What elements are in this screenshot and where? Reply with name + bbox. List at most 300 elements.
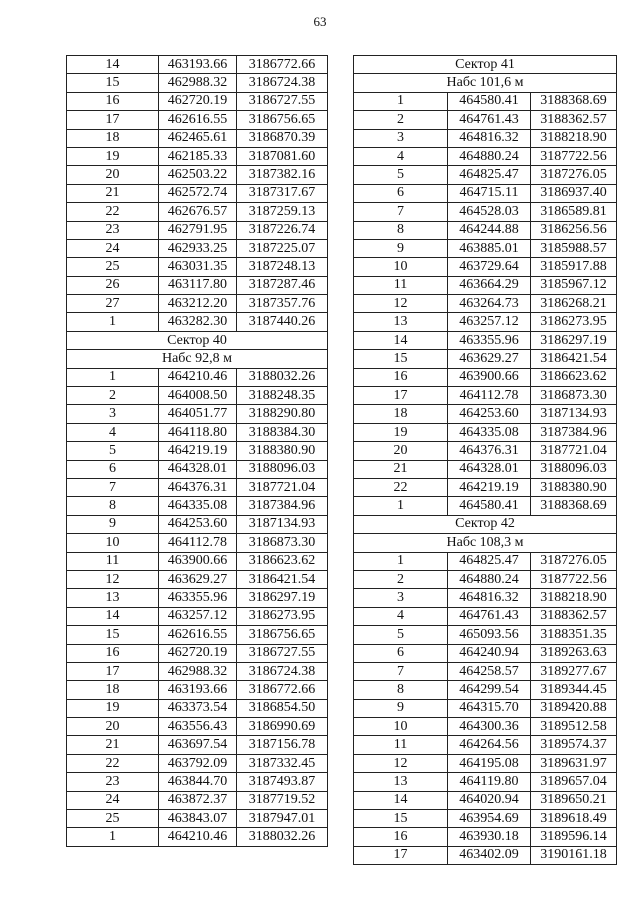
table-row	[354, 331, 617, 349]
table-row	[354, 92, 617, 110]
y-coordinate-cell: 3188290.80	[237, 405, 328, 423]
table-row	[67, 203, 328, 221]
y-coordinate-cell: 3189650.21	[531, 791, 617, 809]
x-coordinate-cell: 464210.46	[159, 368, 237, 386]
table-row	[354, 644, 617, 662]
x-coordinate-cell: 463900.66	[159, 552, 237, 570]
point-number-cell: 17	[354, 846, 448, 864]
y-coordinate-cell: 3187721.04	[237, 478, 328, 496]
point-number-cell: 7	[354, 203, 448, 221]
point-number-cell: 9	[354, 239, 448, 257]
point-number-cell: 4	[67, 423, 159, 441]
table-row	[354, 570, 617, 588]
table-row	[354, 423, 617, 441]
x-coordinate-cell: 464315.70	[448, 699, 531, 717]
y-coordinate-cell: 3189574.37	[531, 736, 617, 754]
x-coordinate-cell: 464825.47	[448, 552, 531, 570]
table-row	[67, 681, 328, 699]
point-number-cell: 6	[354, 644, 448, 662]
point-number-cell: 9	[67, 515, 159, 533]
x-coordinate-cell: 463373.54	[159, 699, 237, 717]
y-coordinate-cell: 3186297.19	[237, 589, 328, 607]
y-coordinate-cell: 3188368.69	[531, 497, 617, 515]
y-coordinate-cell: 3186421.54	[237, 570, 328, 588]
y-coordinate-cell: 3185967.12	[531, 276, 617, 294]
y-coordinate-cell: 3186268.21	[531, 295, 617, 313]
x-coordinate-cell: 464253.60	[159, 515, 237, 533]
point-number-cell: 14	[67, 607, 159, 625]
x-coordinate-cell: 464816.32	[448, 129, 531, 147]
point-number-cell: 3	[67, 405, 159, 423]
sector-title: Набс 92,8 м	[67, 350, 328, 368]
x-coordinate-cell: 462791.95	[159, 221, 237, 239]
table-row	[354, 221, 617, 239]
y-coordinate-cell: 3186990.69	[237, 718, 328, 736]
x-coordinate-cell: 464761.43	[448, 607, 531, 625]
y-coordinate-cell: 3186937.40	[531, 184, 617, 202]
table-row	[354, 460, 617, 478]
point-number-cell: 12	[354, 295, 448, 313]
point-number-cell: 3	[354, 129, 448, 147]
x-coordinate-cell: 464112.78	[448, 387, 531, 405]
x-coordinate-cell: 464118.80	[159, 423, 237, 441]
table-row	[67, 184, 328, 202]
table-row	[67, 515, 328, 533]
point-number-cell: 1	[354, 497, 448, 515]
y-coordinate-cell: 3186623.62	[237, 552, 328, 570]
x-coordinate-cell: 462465.61	[159, 129, 237, 147]
y-coordinate-cell: 3187156.78	[237, 736, 328, 754]
table-row	[354, 773, 617, 791]
point-number-cell: 2	[354, 570, 448, 588]
y-coordinate-cell: 3186870.39	[237, 129, 328, 147]
y-coordinate-cell: 3186273.95	[237, 607, 328, 625]
y-coordinate-cell: 3187382.16	[237, 166, 328, 184]
point-number-cell: 16	[354, 828, 448, 846]
x-coordinate-cell: 463212.20	[159, 295, 237, 313]
sector-header-row	[354, 56, 617, 74]
x-coordinate-cell: 463885.01	[448, 239, 531, 257]
table-row	[354, 754, 617, 772]
x-coordinate-cell: 462988.32	[159, 662, 237, 680]
table-row	[67, 147, 328, 165]
y-coordinate-cell: 3187493.87	[237, 773, 328, 791]
y-coordinate-cell: 3188362.57	[531, 607, 617, 625]
point-number-cell: 26	[67, 276, 159, 294]
x-coordinate-cell: 463729.64	[448, 258, 531, 276]
x-coordinate-cell: 464880.24	[448, 147, 531, 165]
point-number-cell: 24	[67, 791, 159, 809]
table-row	[67, 387, 328, 405]
y-coordinate-cell: 3187721.04	[531, 442, 617, 460]
point-number-cell: 5	[354, 626, 448, 644]
x-coordinate-cell: 463031.35	[159, 258, 237, 276]
x-coordinate-cell: 462720.19	[159, 644, 237, 662]
y-coordinate-cell: 3187134.93	[237, 515, 328, 533]
y-coordinate-cell: 3189657.04	[531, 773, 617, 791]
y-coordinate-cell: 3187259.13	[237, 203, 328, 221]
table-row	[354, 203, 617, 221]
point-number-cell: 24	[67, 239, 159, 257]
y-coordinate-cell: 3188380.90	[237, 442, 328, 460]
table-row	[67, 423, 328, 441]
y-coordinate-cell: 3186727.55	[237, 644, 328, 662]
point-number-cell: 17	[67, 662, 159, 680]
y-coordinate-cell: 3187947.01	[237, 810, 328, 828]
point-number-cell: 9	[354, 699, 448, 717]
x-coordinate-cell: 464335.08	[448, 423, 531, 441]
point-number-cell: 10	[354, 718, 448, 736]
x-coordinate-cell: 463402.09	[448, 846, 531, 864]
x-coordinate-cell: 463629.27	[159, 570, 237, 588]
table-row	[67, 74, 328, 92]
table-row	[67, 828, 328, 846]
y-coordinate-cell: 3186421.54	[531, 350, 617, 368]
point-number-cell: 14	[67, 56, 159, 74]
point-number-cell: 23	[67, 221, 159, 239]
point-number-cell: 1	[67, 313, 159, 331]
sector-header-row	[354, 534, 617, 552]
x-coordinate-cell: 463792.09	[159, 754, 237, 772]
table-row	[354, 239, 617, 257]
y-coordinate-cell: 3186297.19	[531, 331, 617, 349]
point-number-cell: 4	[354, 607, 448, 625]
y-coordinate-cell: 3188384.30	[237, 423, 328, 441]
x-coordinate-cell: 464219.19	[159, 442, 237, 460]
table-row	[67, 368, 328, 386]
table-row	[67, 129, 328, 147]
table-row	[67, 810, 328, 828]
table-row	[354, 681, 617, 699]
y-coordinate-cell: 3187134.93	[531, 405, 617, 423]
x-coordinate-cell: 464580.41	[448, 92, 531, 110]
x-coordinate-cell: 462933.25	[159, 239, 237, 257]
point-number-cell: 15	[67, 74, 159, 92]
point-number-cell: 2	[67, 387, 159, 405]
point-number-cell: 14	[354, 331, 448, 349]
x-coordinate-cell: 464299.54	[448, 681, 531, 699]
x-coordinate-cell: 463556.43	[159, 718, 237, 736]
y-coordinate-cell: 3187384.96	[531, 423, 617, 441]
table-row	[67, 791, 328, 809]
y-coordinate-cell: 3186756.65	[237, 626, 328, 644]
table-row	[67, 111, 328, 129]
x-coordinate-cell: 464210.46	[159, 828, 237, 846]
point-number-cell: 6	[354, 184, 448, 202]
x-coordinate-cell: 463844.70	[159, 773, 237, 791]
point-number-cell: 11	[354, 736, 448, 754]
y-coordinate-cell: 3187722.56	[531, 147, 617, 165]
x-coordinate-cell: 463872.37	[159, 791, 237, 809]
point-number-cell: 16	[67, 92, 159, 110]
table-row	[67, 626, 328, 644]
table-row	[354, 497, 617, 515]
x-coordinate-cell: 463954.69	[448, 810, 531, 828]
y-coordinate-cell: 3188096.03	[531, 460, 617, 478]
x-coordinate-cell: 464112.78	[159, 534, 237, 552]
x-coordinate-cell: 464580.41	[448, 497, 531, 515]
point-number-cell: 18	[67, 681, 159, 699]
table-row	[354, 478, 617, 496]
sector-title: Сектор 41	[354, 56, 617, 74]
table-row	[354, 295, 617, 313]
y-coordinate-cell: 3186873.30	[531, 387, 617, 405]
y-coordinate-cell: 3187332.45	[237, 754, 328, 772]
y-coordinate-cell: 3189512.58	[531, 718, 617, 736]
x-coordinate-cell: 462616.55	[159, 111, 237, 129]
table-row	[354, 313, 617, 331]
table-row	[67, 718, 328, 736]
table-row	[354, 368, 617, 386]
point-number-cell: 12	[67, 570, 159, 588]
sector-title: Сектор 42	[354, 515, 617, 533]
x-coordinate-cell: 463355.96	[448, 331, 531, 349]
point-number-cell: 19	[67, 147, 159, 165]
x-coordinate-cell: 463900.66	[448, 368, 531, 386]
y-coordinate-cell: 3189344.45	[531, 681, 617, 699]
table-row	[67, 442, 328, 460]
y-coordinate-cell: 3187384.96	[237, 497, 328, 515]
x-coordinate-cell: 464195.08	[448, 754, 531, 772]
sector-header-row	[67, 331, 328, 349]
y-coordinate-cell: 3188351.35	[531, 626, 617, 644]
y-coordinate-cell: 3188218.90	[531, 589, 617, 607]
point-number-cell: 21	[354, 460, 448, 478]
table-row	[67, 754, 328, 772]
x-coordinate-cell: 464528.03	[448, 203, 531, 221]
point-number-cell: 5	[67, 442, 159, 460]
coordinates-table-left	[66, 55, 328, 847]
x-coordinate-cell: 464335.08	[159, 497, 237, 515]
y-coordinate-cell: 3186623.62	[531, 368, 617, 386]
x-coordinate-cell: 463930.18	[448, 828, 531, 846]
point-number-cell: 1	[354, 92, 448, 110]
x-coordinate-cell: 463257.12	[448, 313, 531, 331]
table-row	[354, 607, 617, 625]
x-coordinate-cell: 464008.50	[159, 387, 237, 405]
point-number-cell: 21	[67, 184, 159, 202]
table-row	[67, 699, 328, 717]
table-row	[354, 129, 617, 147]
point-number-cell: 6	[67, 460, 159, 478]
point-number-cell: 19	[354, 423, 448, 441]
y-coordinate-cell: 3188380.90	[531, 478, 617, 496]
y-coordinate-cell: 3188032.26	[237, 828, 328, 846]
y-coordinate-cell: 3186756.65	[237, 111, 328, 129]
point-number-cell: 1	[67, 368, 159, 386]
x-coordinate-cell: 463193.66	[159, 681, 237, 699]
table-row	[354, 828, 617, 846]
table-row	[354, 699, 617, 717]
point-number-cell: 20	[67, 166, 159, 184]
x-coordinate-cell: 464051.77	[159, 405, 237, 423]
y-coordinate-cell: 3189277.67	[531, 662, 617, 680]
y-coordinate-cell: 3186854.50	[237, 699, 328, 717]
x-coordinate-cell: 464376.31	[448, 442, 531, 460]
point-number-cell: 11	[354, 276, 448, 294]
x-coordinate-cell: 462720.19	[159, 92, 237, 110]
point-number-cell: 13	[354, 313, 448, 331]
x-coordinate-cell: 464376.31	[159, 478, 237, 496]
table-row	[354, 736, 617, 754]
point-number-cell: 23	[67, 773, 159, 791]
point-number-cell: 18	[354, 405, 448, 423]
table-row	[67, 497, 328, 515]
point-number-cell: 27	[67, 295, 159, 313]
sector-header-row	[354, 515, 617, 533]
point-number-cell: 19	[67, 699, 159, 717]
x-coordinate-cell: 462988.32	[159, 74, 237, 92]
point-number-cell: 20	[67, 718, 159, 736]
sector-title: Набс 101,6 м	[354, 74, 617, 92]
table-row	[354, 111, 617, 129]
y-coordinate-cell: 3187225.07	[237, 239, 328, 257]
table-row	[354, 718, 617, 736]
x-coordinate-cell: 464328.01	[448, 460, 531, 478]
table-row	[354, 147, 617, 165]
table-row	[67, 662, 328, 680]
point-number-cell: 18	[67, 129, 159, 147]
table-row	[354, 589, 617, 607]
y-coordinate-cell: 3188362.57	[531, 111, 617, 129]
table-row	[67, 644, 328, 662]
point-number-cell: 16	[354, 368, 448, 386]
point-number-cell: 11	[67, 552, 159, 570]
point-number-cell: 22	[67, 754, 159, 772]
point-number-cell: 10	[67, 534, 159, 552]
point-number-cell: 8	[354, 221, 448, 239]
y-coordinate-cell: 3186772.66	[237, 681, 328, 699]
table-row	[354, 442, 617, 460]
x-coordinate-cell: 463629.27	[448, 350, 531, 368]
y-coordinate-cell: 3187226.74	[237, 221, 328, 239]
y-coordinate-cell: 3186724.38	[237, 662, 328, 680]
point-number-cell: 7	[354, 662, 448, 680]
y-coordinate-cell: 3186772.66	[237, 56, 328, 74]
x-coordinate-cell: 464253.60	[448, 405, 531, 423]
y-coordinate-cell: 3185988.57	[531, 239, 617, 257]
table-row	[67, 607, 328, 625]
point-number-cell: 15	[354, 810, 448, 828]
table-row	[67, 258, 328, 276]
table-row	[67, 276, 328, 294]
y-coordinate-cell: 3188032.26	[237, 368, 328, 386]
y-coordinate-cell: 3189420.88	[531, 699, 617, 717]
point-number-cell: 10	[354, 258, 448, 276]
point-number-cell: 15	[354, 350, 448, 368]
point-number-cell: 16	[67, 644, 159, 662]
table-row	[354, 791, 617, 809]
table-row	[67, 92, 328, 110]
point-number-cell: 8	[354, 681, 448, 699]
point-number-cell: 8	[67, 497, 159, 515]
x-coordinate-cell: 462185.33	[159, 147, 237, 165]
point-number-cell: 5	[354, 166, 448, 184]
point-number-cell: 14	[354, 791, 448, 809]
sector-header-row	[67, 350, 328, 368]
x-coordinate-cell: 464244.88	[448, 221, 531, 239]
table-row	[67, 295, 328, 313]
point-number-cell: 17	[354, 387, 448, 405]
point-number-cell: 17	[67, 111, 159, 129]
table-row	[67, 166, 328, 184]
point-number-cell: 3	[354, 589, 448, 607]
x-coordinate-cell: 463664.29	[448, 276, 531, 294]
table-row	[354, 626, 617, 644]
x-coordinate-cell: 464880.24	[448, 570, 531, 588]
table-row	[67, 773, 328, 791]
point-number-cell: 25	[67, 258, 159, 276]
table-row	[67, 460, 328, 478]
x-coordinate-cell: 464300.36	[448, 718, 531, 736]
table-row	[354, 810, 617, 828]
point-number-cell: 4	[354, 147, 448, 165]
x-coordinate-cell: 464816.32	[448, 589, 531, 607]
y-coordinate-cell: 3186589.81	[531, 203, 617, 221]
y-coordinate-cell: 3189631.97	[531, 754, 617, 772]
point-number-cell: 22	[67, 203, 159, 221]
table-row	[67, 221, 328, 239]
sector-title: Набс 108,3 м	[354, 534, 617, 552]
y-coordinate-cell: 3187317.67	[237, 184, 328, 202]
y-coordinate-cell: 3187719.52	[237, 791, 328, 809]
table-row	[354, 405, 617, 423]
y-coordinate-cell: 3186273.95	[531, 313, 617, 331]
point-number-cell: 25	[67, 810, 159, 828]
point-number-cell: 21	[67, 736, 159, 754]
table-row	[67, 736, 328, 754]
point-number-cell: 1	[354, 552, 448, 570]
y-coordinate-cell: 3189618.49	[531, 810, 617, 828]
x-coordinate-cell: 464258.57	[448, 662, 531, 680]
table-row	[67, 570, 328, 588]
point-number-cell: 13	[354, 773, 448, 791]
y-coordinate-cell: 3187081.60	[237, 147, 328, 165]
point-number-cell: 1	[67, 828, 159, 846]
page-number: 63	[313, 14, 327, 29]
y-coordinate-cell: 3190161.18	[531, 846, 617, 864]
y-coordinate-cell: 3185917.88	[531, 258, 617, 276]
x-coordinate-cell: 462572.74	[159, 184, 237, 202]
table-row	[354, 258, 617, 276]
point-number-cell: 13	[67, 589, 159, 607]
y-coordinate-cell: 3189263.63	[531, 644, 617, 662]
sector-title: Сектор 40	[67, 331, 328, 349]
table-row	[354, 276, 617, 294]
y-coordinate-cell: 3189596.14	[531, 828, 617, 846]
y-coordinate-cell: 3186727.55	[237, 92, 328, 110]
x-coordinate-cell: 464761.43	[448, 111, 531, 129]
y-coordinate-cell: 3187276.05	[531, 166, 617, 184]
x-coordinate-cell: 463282.30	[159, 313, 237, 331]
point-number-cell: 22	[354, 478, 448, 496]
x-coordinate-cell: 463843.07	[159, 810, 237, 828]
sector-header-row	[354, 74, 617, 92]
y-coordinate-cell: 3186724.38	[237, 74, 328, 92]
table-row	[354, 662, 617, 680]
y-coordinate-cell: 3188218.90	[531, 129, 617, 147]
y-coordinate-cell: 3188096.03	[237, 460, 328, 478]
x-coordinate-cell: 464020.94	[448, 791, 531, 809]
y-coordinate-cell: 3187287.46	[237, 276, 328, 294]
x-coordinate-cell: 464240.94	[448, 644, 531, 662]
table-row	[67, 534, 328, 552]
table-row	[354, 552, 617, 570]
point-number-cell: 15	[67, 626, 159, 644]
table-row	[354, 387, 617, 405]
point-number-cell: 2	[354, 111, 448, 129]
point-number-cell: 20	[354, 442, 448, 460]
